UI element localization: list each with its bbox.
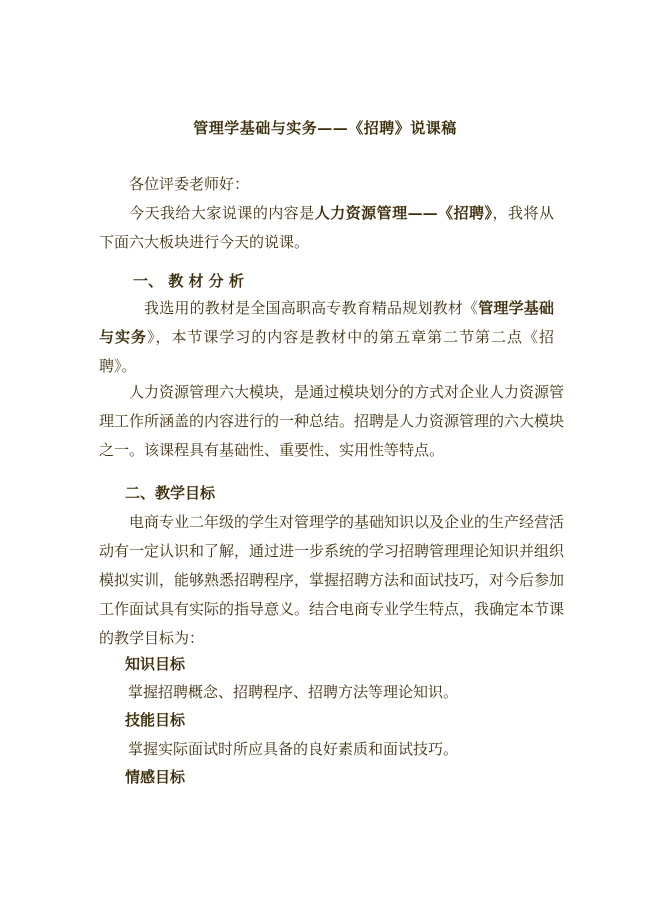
s2p-line-5: 的教学目标为： bbox=[99, 629, 205, 647]
s1p2-line-1: 人力资源管理六大模块，是通过模块划分的方式对企业人力资源管 bbox=[129, 383, 565, 401]
skill-objective-text-block bbox=[128, 735, 554, 764]
section1-paragraph-1 bbox=[99, 294, 554, 381]
emotion-objective-heading: 情感目标 bbox=[125, 768, 186, 786]
intro-highlight: 人力资源管理——《招聘》 bbox=[314, 204, 493, 222]
s1p1-text-1: 我选用的教材是全国高职高专教育精品规划教材《 bbox=[144, 299, 479, 317]
intro-text-2: ，我将从 bbox=[492, 204, 554, 222]
greeting bbox=[99, 170, 554, 199]
s1p1-line-2 bbox=[99, 323, 554, 352]
intro-line-1 bbox=[99, 199, 554, 228]
s2p-line-1: 电商专业二年级的学生对管理学的基础知识以及企业的生产经营活 bbox=[129, 513, 565, 531]
skill-objective-heading: 技能目标 bbox=[125, 711, 186, 729]
greeting-text: 各位评委老师好： bbox=[129, 175, 250, 193]
intro-line-2: 下面六大板块进行今天的说课。 bbox=[99, 233, 310, 251]
section2-paragraph bbox=[99, 508, 565, 653]
skill-objective-text: 掌握实际面试时所应具备的良好素质和面试技巧。 bbox=[128, 740, 459, 758]
s1p1-text-2: 》，本节课学习的内容是教材中的第五章第二节第二点《招 bbox=[146, 328, 554, 346]
section1-heading: 一、 教 材 分 析 bbox=[133, 272, 244, 290]
s2p-line-3: 模拟实训，能够熟悉招聘程序，掌握招聘方法和面试技巧，对今后参加 bbox=[99, 571, 565, 589]
s1p1-bold-1: 管理学基础 bbox=[478, 299, 554, 317]
s1p2-line-3: 之一。该课程具有基础性、重要性、实用性等特点。 bbox=[99, 441, 445, 459]
section2-heading: 二、教学目标 bbox=[125, 484, 216, 502]
knowledge-objective-heading: 知识目标 bbox=[125, 655, 186, 673]
s1p2-line-2: 理工作所涵盖的内容进行的一种总结。招聘是人力资源管理的六大模块 bbox=[99, 412, 565, 430]
document-title: 管理学基础与实务——《招聘》说课稿 bbox=[193, 119, 457, 137]
s2p-line-4: 工作面试具有实际的指导意义。结合电商专业学生特点，我确定本节课 bbox=[99, 600, 565, 618]
s2p-line-2: 动有一定认识和了解，通过进一步系统的学习招聘管理理论知识并组织 bbox=[99, 542, 565, 560]
knowledge-objective-text-block bbox=[128, 678, 554, 707]
intro-paragraph bbox=[99, 199, 554, 257]
s1p1-line-1 bbox=[99, 294, 554, 323]
knowledge-objective-text: 掌握招聘概念、招聘程序、招聘方法等理论知识。 bbox=[128, 683, 459, 701]
section1-paragraph-2 bbox=[99, 378, 565, 465]
intro-text-1: 今天我给大家说课的内容是 bbox=[129, 204, 315, 222]
s1p1-line-3: 聘》。 bbox=[99, 357, 137, 375]
s1p1-bold-2: 与实务 bbox=[99, 328, 147, 346]
